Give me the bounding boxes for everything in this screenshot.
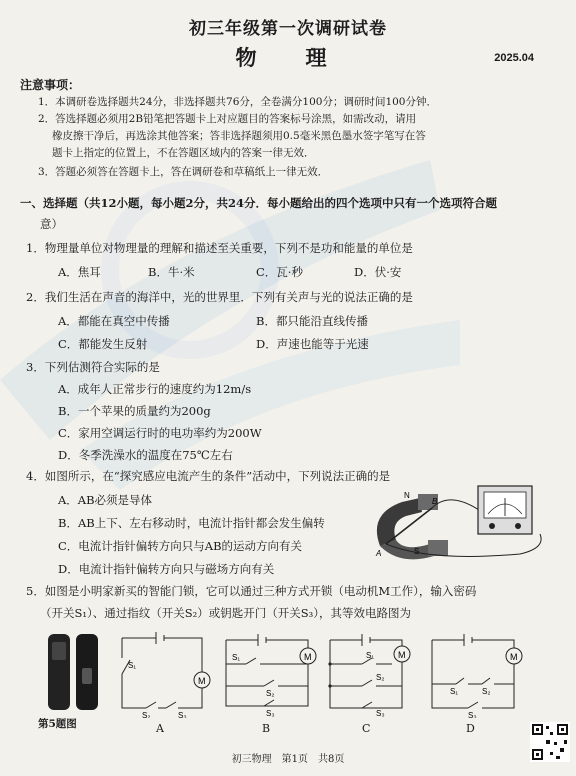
s3-label-d: S₃ [468, 711, 477, 718]
q2-option-b: B．都只能沿直线传播 [256, 314, 368, 328]
s3-label-b: S₃ [266, 709, 275, 718]
q4-option-a: A．AB必须是导体 [58, 493, 153, 507]
exam-title: 初三年级第一次调研试卷 [189, 19, 387, 39]
q5-stem: 5．如图是小明家新买的智能门锁，它可以通过三种方式开锁（电动机M工作），输入密码 [26, 584, 477, 598]
s2-label-d: S₂ [482, 687, 491, 696]
notice-item-2: 2．答选择题必须用2B铅笔把答题卡上对应题目的答案标号涂黑，如需改动，请用 [38, 113, 417, 125]
q2-option-d: D．声速也能等于光速 [256, 337, 369, 351]
section-heading: 一、选择题（共12小题，每小题2分，共24分．每小题给出的四个选项中只有一个选项符合题 [20, 196, 498, 210]
exam-date: 2025.04 [494, 52, 534, 64]
s1-label-a: S₁ [128, 661, 137, 670]
motor-label-b: M [304, 652, 312, 662]
circuit-d-label: D [466, 722, 475, 735]
smart-lock-photo [44, 632, 104, 712]
q3-option-a: A．成年人正常步行的速度约为12m/s [58, 382, 252, 396]
q1-stem: 1．物理量单位对物理量的理解和描述至关重要，下列不是功和能量的单位是 [26, 241, 413, 255]
q1-option-a: A．焦耳 [58, 265, 101, 279]
s1-label-b: S₁ [232, 653, 241, 662]
s2-label-b: S₂ [266, 689, 275, 698]
point-a-label: A [376, 549, 382, 558]
q4-stem: 4．如图所示，在“探究感应电流产生的条件”活动中，下列说法正确的是 [26, 469, 391, 483]
q4-figure [370, 484, 560, 564]
s2-label-c: S₂ [376, 673, 385, 682]
magnet-n-label: N [404, 491, 410, 500]
q3-option-d: D．冬季洗澡水的温度在75℃左右 [58, 448, 233, 462]
q5-stem-cont: （开关S₁）、通过指纹（开关S₂）或钥匙开门（开关S₃），其等效电路图为 [40, 606, 411, 620]
point-b-label: B [432, 497, 438, 506]
notice-item-2-cont: 橡皮擦干净后，再选涂其他答案；答非选择题须用0.5毫米黑色墨水签字笔写在答 [52, 130, 426, 142]
circuit-a [112, 628, 212, 718]
q3-option-b: B．一个苹果的质量约为200g [58, 404, 211, 418]
s1-label-c: S₁ [366, 651, 375, 660]
q4-option-d: D．电流计指针偏转方向只与磁场方向有关 [58, 562, 275, 576]
notice-heading: 注意事项： [20, 78, 81, 92]
q3-stem: 3．下列估测符合实际的是 [26, 360, 160, 374]
q5-figure-caption: 第5题图 [38, 718, 77, 730]
notice-item-2-cont2: 题卡上指定的位置上，不在答题区域内的答案一律无效． [52, 147, 315, 159]
circuit-b-label: B [262, 722, 271, 735]
q1-option-b: B．牛·米 [148, 265, 195, 279]
magnet-s-label: S [414, 547, 420, 556]
wire-upper [432, 500, 482, 512]
motor-label-a: M [198, 676, 206, 686]
q4-option-b: B．AB上下、左右移动时，电流计指针都会发生偏转 [58, 516, 325, 530]
q1-option-c: C．瓦·秒 [256, 265, 303, 279]
q2-option-a: A．都能在真空中传播 [58, 314, 170, 328]
page-footer: 初三物理 第1页 共8页 [231, 754, 345, 765]
q1-option-d: D．伏·安 [354, 265, 402, 279]
circuit-d [424, 628, 524, 718]
notice-item-3: 3．答题必须答在答题卡上，答在调研卷和草稿纸上一律无效． [38, 166, 329, 178]
section-heading-cont: 意） [40, 217, 63, 231]
motor-label-c: M [398, 650, 406, 660]
s3-label-a: S₃ [178, 711, 187, 718]
circuit-c-label: C [362, 722, 371, 735]
motor-label-d: M [510, 652, 518, 662]
exam-subject: 物 理 [235, 45, 341, 70]
circuit-a-label: A [156, 722, 164, 735]
circuit-b [218, 628, 318, 718]
s2-label-a: S₂ [142, 711, 151, 718]
s1-label-d: S₁ [450, 687, 459, 696]
q2-stem: 2．我们生活在声音的海洋中，光的世界里．下列有关声与光的说法正确的是 [26, 290, 413, 304]
circuit-c [322, 628, 422, 718]
q4-option-c: C．电流计指针偏转方向只与AB的运动方向有关 [58, 539, 303, 553]
notice-item-1: 1．本调研卷选择题共24分，非选择题共76分，全卷满分100分；调研时间100分钟． [38, 96, 437, 108]
q3-option-c: C．家用空调运行时的电功率约为200W [58, 426, 262, 440]
q2-option-c: C．都能发生反射 [58, 337, 148, 351]
s3-label-c: S₃ [376, 709, 385, 718]
